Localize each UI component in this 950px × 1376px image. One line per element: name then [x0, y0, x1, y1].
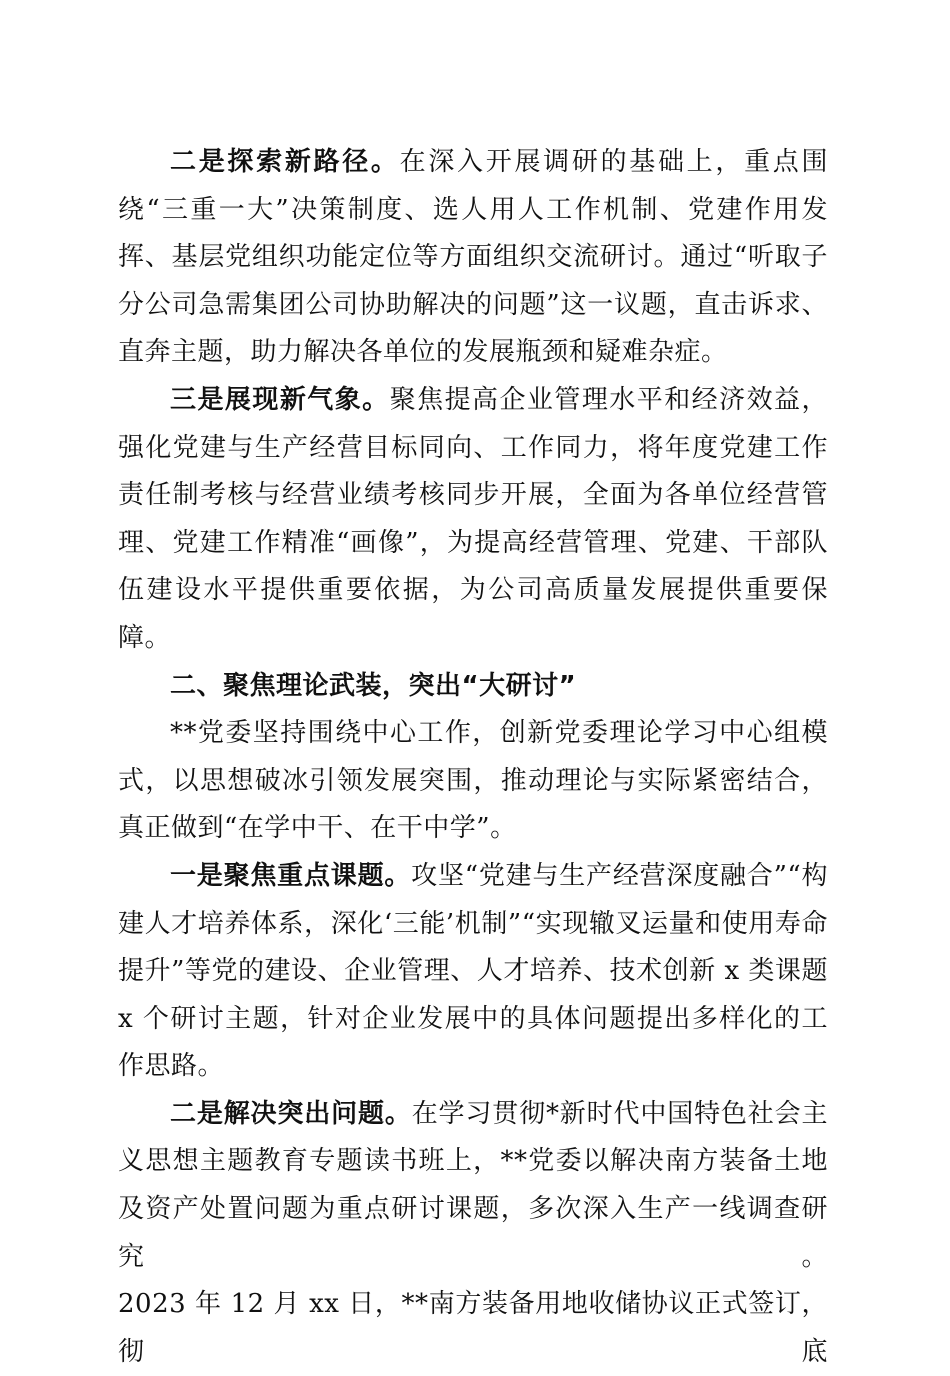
- paragraph-text: 攻坚“党建与生产经营深度融合”“构建人才培养体系，深化‘三能’机制”“实现辙叉运量和使用寿命提升”等党的建设、企业管理、人才培养、技术创新 x 类课题 x 个研讨主题，针对企业发展中的具体问题提出多样化的工作思路。: [118, 860, 828, 1082]
- paragraph-text: 聚焦提高企业管理水平和经济效益，强化党建与生产经营目标同向、工作同力，将年度党建工作责任制考核与经营业绩考核同步开展，全面为各单位经营管理、党建工作精准“画像”，为提高经营管理、党建、干部队伍建设水平提供重要依据，为公司高质量发展提供重要保障。: [118, 384, 828, 653]
- paragraph-lead: 二是解决突出问题。: [170, 1098, 412, 1129]
- paragraph-solve-problems: [118, 1091, 828, 1281]
- paragraph-text: 在学习贯彻*新时代中国特色社会主义思想主题教育专题读书班上，**党委以解决南方装备土地及资产处置问题为重点研讨课题，多次深入生产一线调查研究。: [118, 1098, 828, 1272]
- paragraph-text: **党委坚持围绕中心工作，创新党委理论学习中心组模式，以思想破冰引领发展突围，推动理论与实际紧密结合，真正做到“在学中干、在干中学”。: [118, 718, 828, 844]
- document-body: [118, 139, 828, 1376]
- paragraph-lead: 二是探索新路径。: [170, 147, 400, 177]
- paragraph-text: 在深入开展调研的基础上，重点围绕“三重一大”决策制度、选人用人工作机制、党建作用发挥、基层党组织功能定位等方面组织交流研讨。通过“听取子分公司急需集团公司协助解决的问题”这一议题，直击诉求、直奔主题，助力解决各单位的发展瓶颈和疑难杂症。: [118, 147, 828, 368]
- paragraph-party-committee: [118, 710, 828, 853]
- paragraph-continuation: [118, 1281, 828, 1376]
- paragraph-new-look: [118, 377, 828, 663]
- paragraph-text: 2023 年 12 月 xx 日，**南方装备用地收储协议正式签订，彻底: [118, 1289, 828, 1367]
- paragraph-lead: 三是展现新气象。: [170, 384, 390, 415]
- paragraph-explore-new-path: [118, 139, 828, 377]
- paragraph-lead: 一是聚焦重点课题。: [170, 860, 412, 891]
- paragraph-key-topics: [118, 853, 828, 1091]
- section-heading: 二、聚焦理论武装，突出“大研讨”: [170, 670, 577, 701]
